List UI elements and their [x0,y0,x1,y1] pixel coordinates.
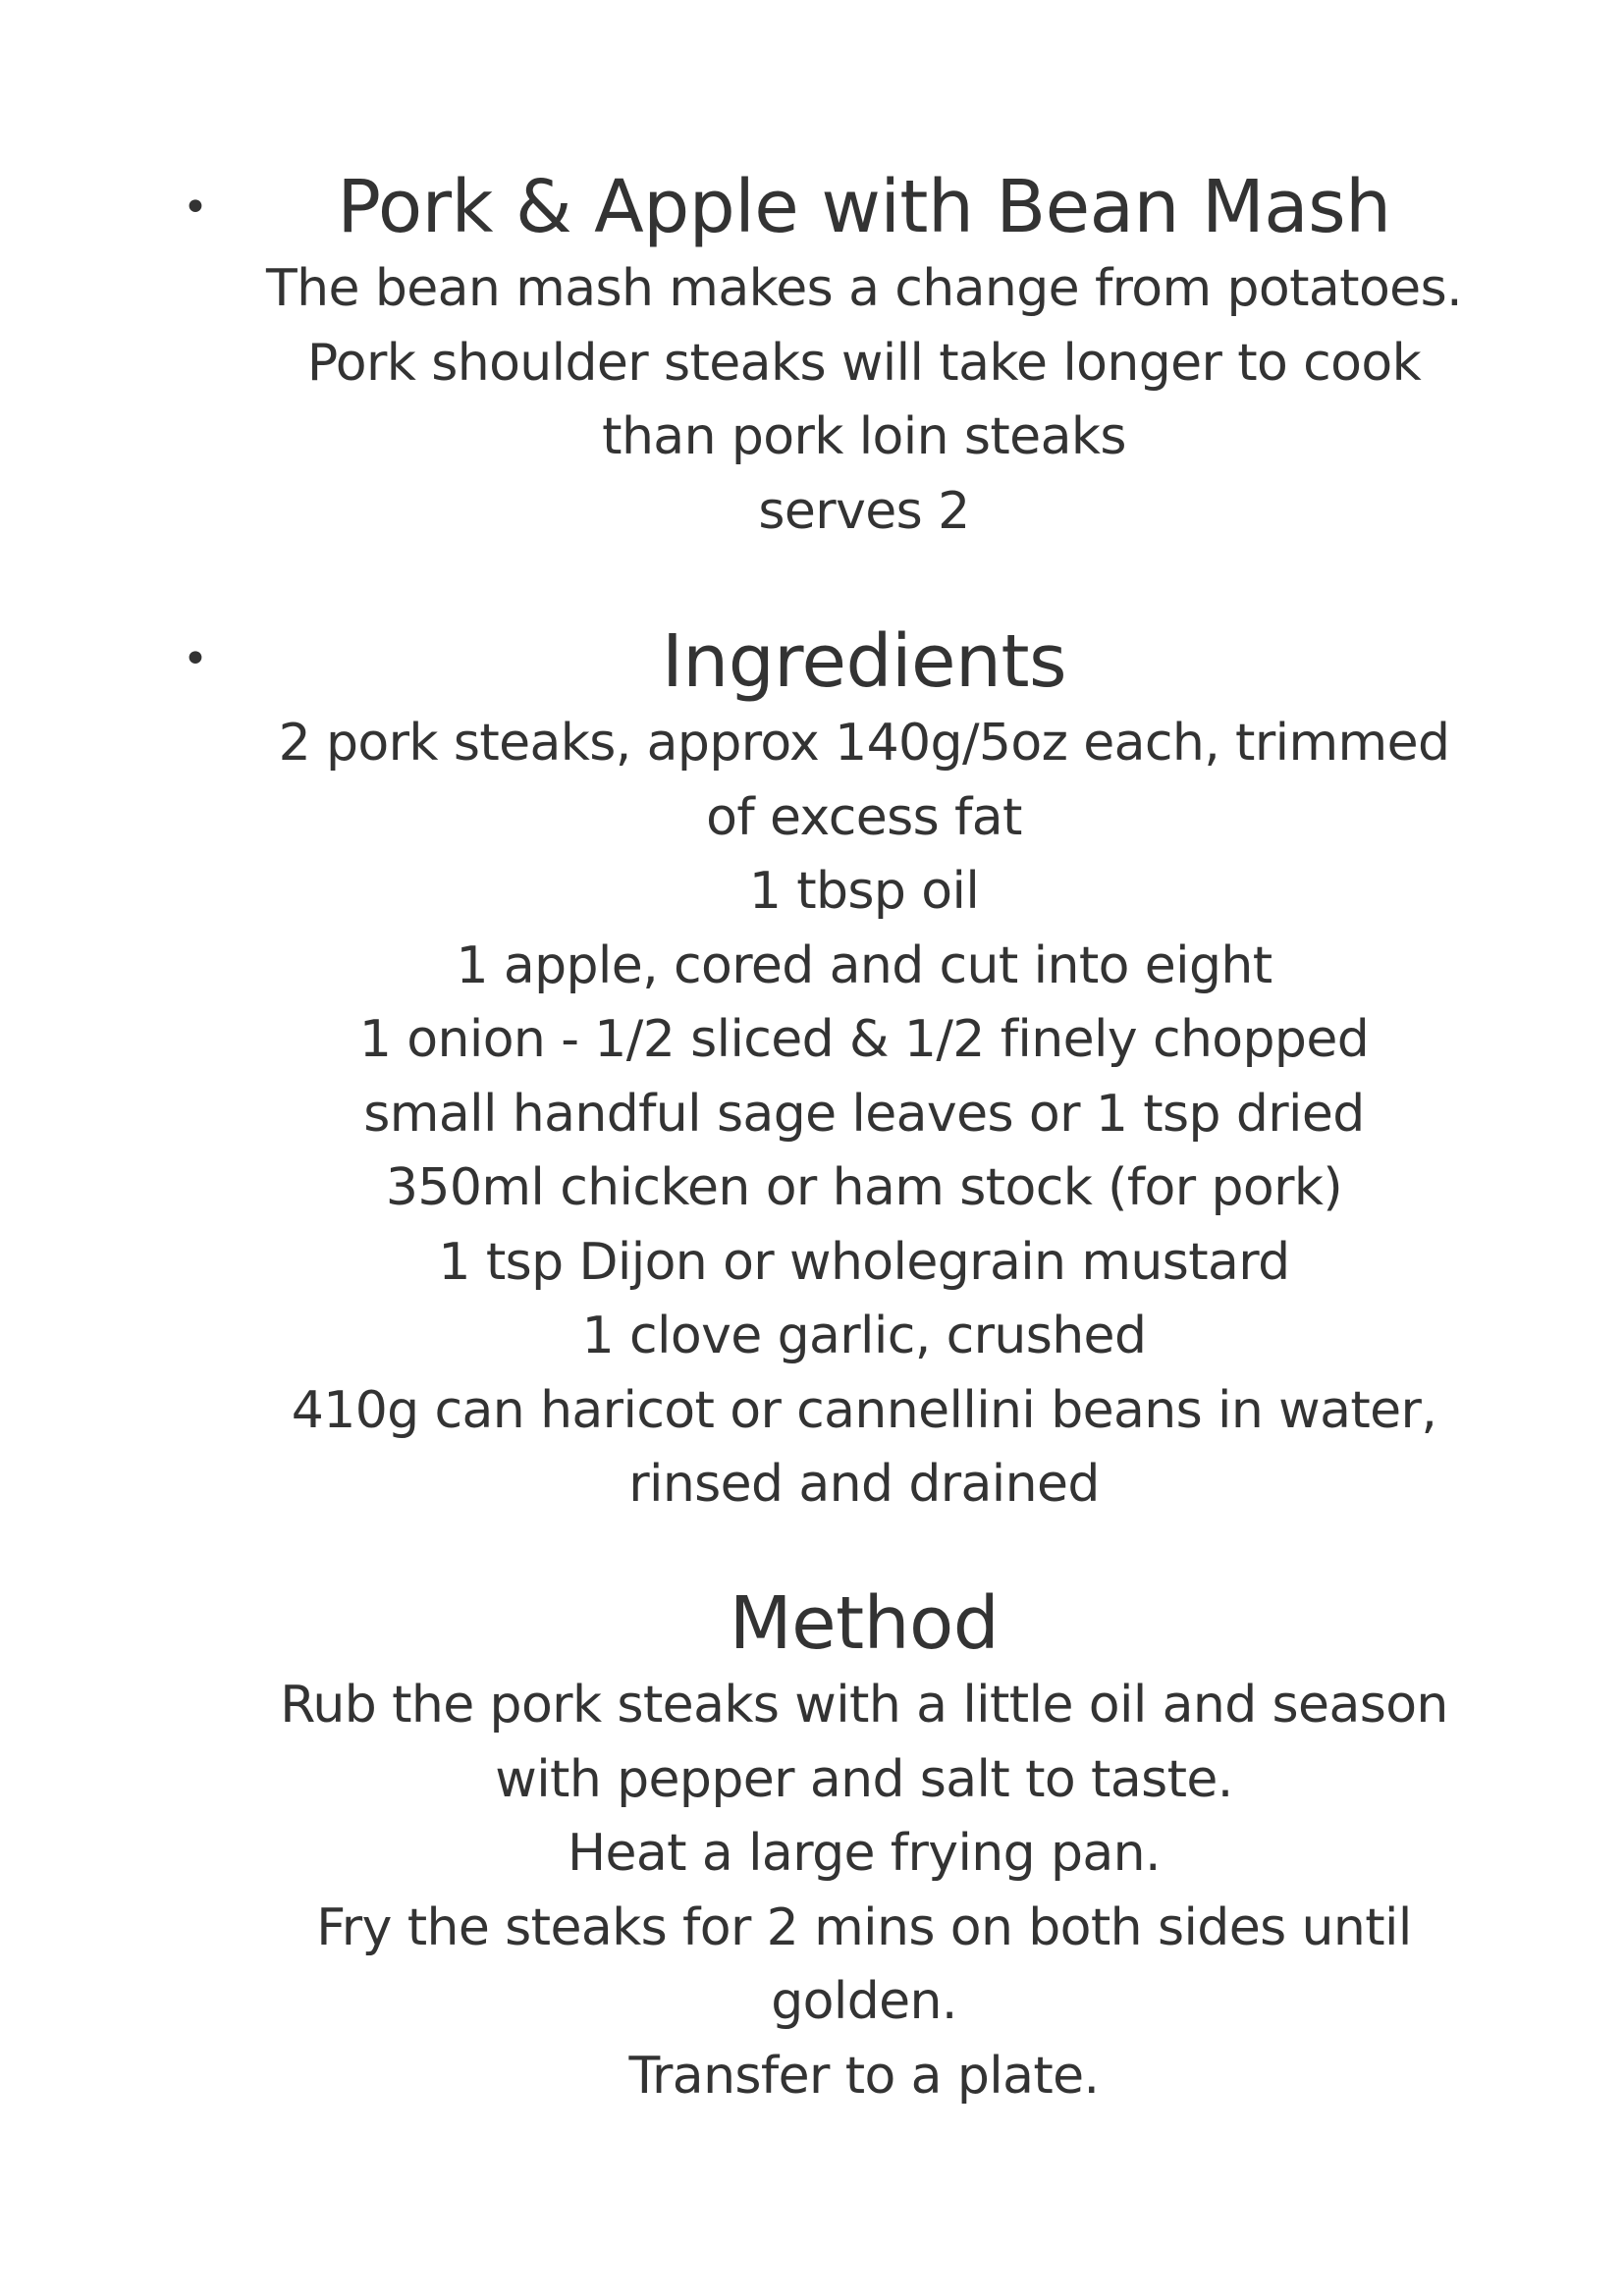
title-section [236,162,1492,549]
ingredients-section [236,616,1492,1522]
intro-line: The bean mash makes a change from potatoes. [265,259,1462,318]
ingredient-line: of excess fat [706,787,1022,847]
ingredient-line: 1 tbsp oil [748,862,980,921]
ingredients-heading: Ingredients [661,619,1067,704]
ingredient-line: 1 clove garlic, crushed [581,1307,1147,1365]
intro-line: than pork loin steaks [602,407,1126,466]
method-line: Heat a large frying pan. [568,1824,1161,1883]
ingredient-line: 350ml chicken or ham stock (for pork) [385,1158,1343,1217]
method-line: Transfer to a plate. [628,2046,1100,2106]
intro-line: Pork shoulder steaks will take longer to cook [306,333,1422,393]
ingredient-line: small handful sage leaves or 1 tsp dried [363,1084,1365,1144]
method-line: Rub the pork steaks with a little oil and season [280,1676,1448,1735]
ingredient-line: rinsed and drained [628,1455,1100,1514]
method-section [236,1578,1492,2113]
ingredient-line: 1 onion - 1/2 sliced & 1/2 finely chopped [358,1010,1370,1069]
method-line: Fry the steaks for 2 mins on both sides until [316,1897,1412,1957]
method-line: golden. [771,1972,957,2031]
ingredient-line: 410g can haricot or cannellini beans in water, [291,1380,1437,1440]
servings-line: serves 2 [758,481,970,541]
recipe-title: Pork & Apple with Bean Mash [337,165,1391,249]
ingredient-line: 1 tsp Dijon or wholegrain mustard [438,1232,1290,1292]
method-heading: Method [729,1581,1000,1666]
method-line: with pepper and salt to taste. [495,1749,1233,1809]
bullet-marker: • [183,183,208,233]
bullet-marker: • [183,634,208,684]
ingredient-line: 1 apple, cored and cut into eight [456,935,1272,995]
ingredient-line: 2 pork steaks, approx 140g/5oz each, trimmed [278,714,1450,773]
